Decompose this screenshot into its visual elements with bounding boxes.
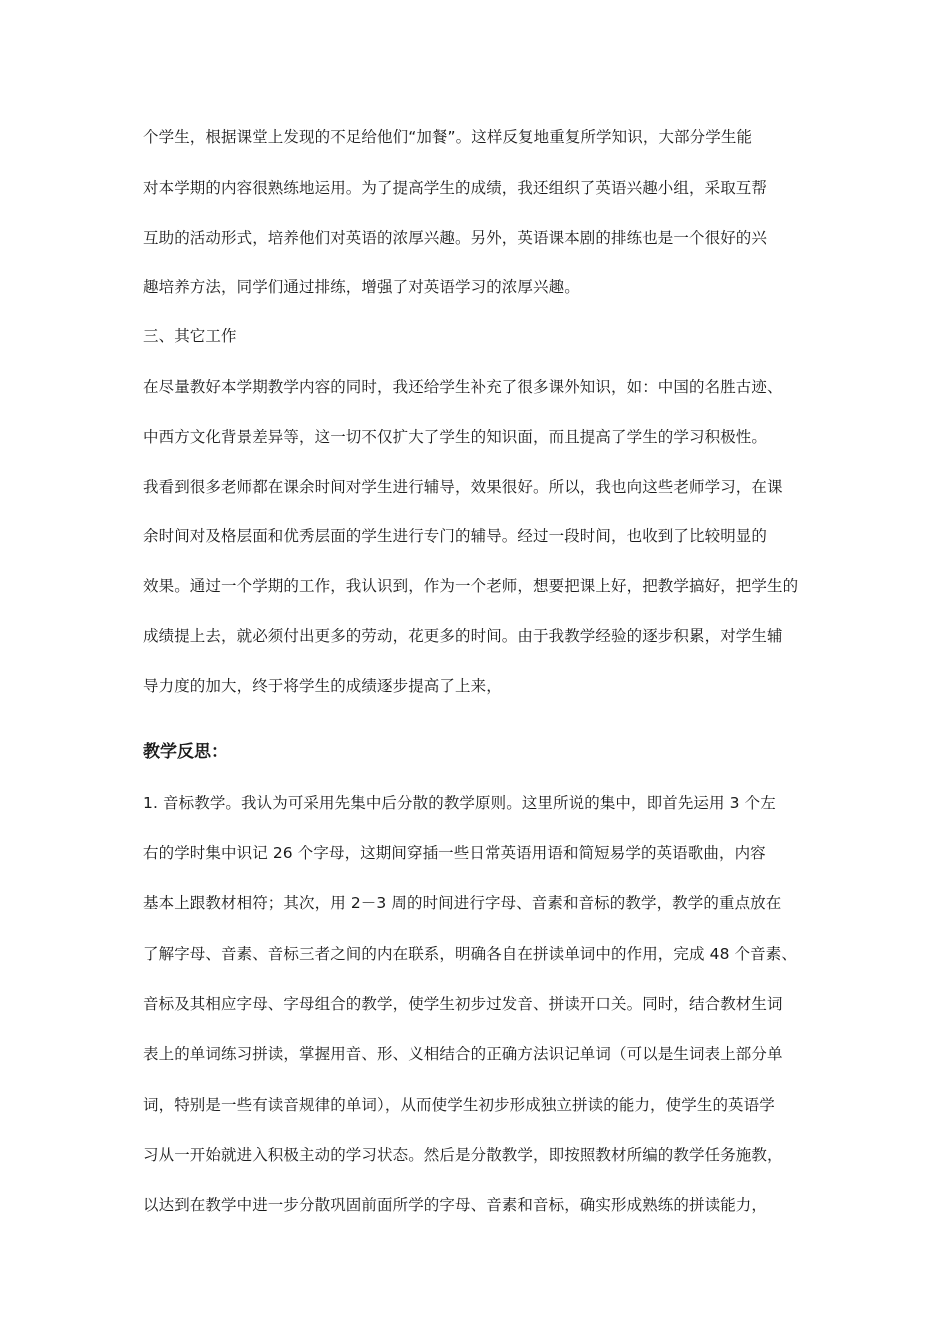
paragraph-line: 右的学时集中识记 26 个字母，这期间穿插一些日常英语用语和简短易学的英语歌曲，内容 [143, 844, 766, 862]
paragraph-line: 趣培养方法，同学们通过排练，增强了对英语学习的浓厚兴趣。 [143, 278, 580, 296]
paragraph-line: 音标及其相应字母、字母组合的教学，使学生初步过发音、拼读开口关。同时，结合教材生词 [143, 995, 783, 1013]
paragraph-line: 成绩提上去，就必须付出更多的劳动，花更多的时间。由于我教学经验的逐步积累，对学生辅 [143, 627, 783, 645]
paragraph-line: 基本上跟教材相符；其次，用 2－3 周的时间进行字母、音素和音标的教学，教学的重点放在 [143, 894, 782, 912]
paragraph-line: 表上的单词练习拼读，掌握用音、形、义相结合的正确方法识记单词（可以是生词表上部分单 [143, 1045, 783, 1063]
paragraph-line: 对本学期的内容很熟练地运用。为了提高学生的成绩，我还组织了英语兴趣小组，采取互帮 [143, 179, 768, 197]
paragraph-line: 个学生，根据课堂上发现的不足给他们“加餐”。这样反复地重复所学知识，大部分学生能 [143, 128, 753, 146]
paragraph-line: 效果。通过一个学期的工作，我认识到，作为一个老师，想要把课上好，把教学搞好，把学生的 [143, 577, 799, 595]
paragraph-line: 余时间对及格层面和优秀层面的学生进行专门的辅导。经过一段时间，也收到了比较明显的 [143, 527, 768, 545]
paragraph-line: 在尽量教好本学期教学内容的同时，我还给学生补充了很多课外知识，如：中国的名胜古迹、 [143, 378, 783, 396]
paragraph-line: 词，特别是一些有读音规律的单词），从而使学生初步形成独立拼读的能力，使学生的英语学 [143, 1096, 775, 1114]
section-title: 三、其它工作 [143, 327, 237, 345]
paragraph-line: 了解字母、音素、音标三者之间的内在联系，明确各自在拼读单词中的作用，完成 48 个音素、 [143, 945, 797, 963]
reflection-heading: 教学反思： [143, 742, 228, 762]
paragraph-line: 1. 音标教学。我认为可采用先集中后分散的教学原则。这里所说的集中，即首先运用 3 个左 [143, 794, 776, 812]
paragraph-line: 我看到很多老师都在课余时间对学生进行辅导，效果很好。所以，我也向这些老师学习，在课 [143, 478, 783, 496]
paragraph-line: 以达到在教学中进一步分散巩固前面所学的字母、音素和音标，确实形成熟练的拼读能力， [143, 1196, 768, 1214]
paragraph-line: 习从一开始就进入积极主动的学习状态。然后是分散教学，即按照教材所编的教学任务施教， [143, 1146, 783, 1164]
paragraph-line: 中西方文化背景差异等，这一切不仅扩大了学生的知识面，而且提高了学生的学习积极性。 [143, 428, 768, 446]
paragraph-line: 互助的活动形式，培养他们对英语的浓厚兴趣。另外，英语课本剧的排练也是一个很好的兴 [143, 229, 768, 247]
paragraph-line: 导力度的加大，终于将学生的成绩逐步提高了上来， [143, 677, 502, 695]
